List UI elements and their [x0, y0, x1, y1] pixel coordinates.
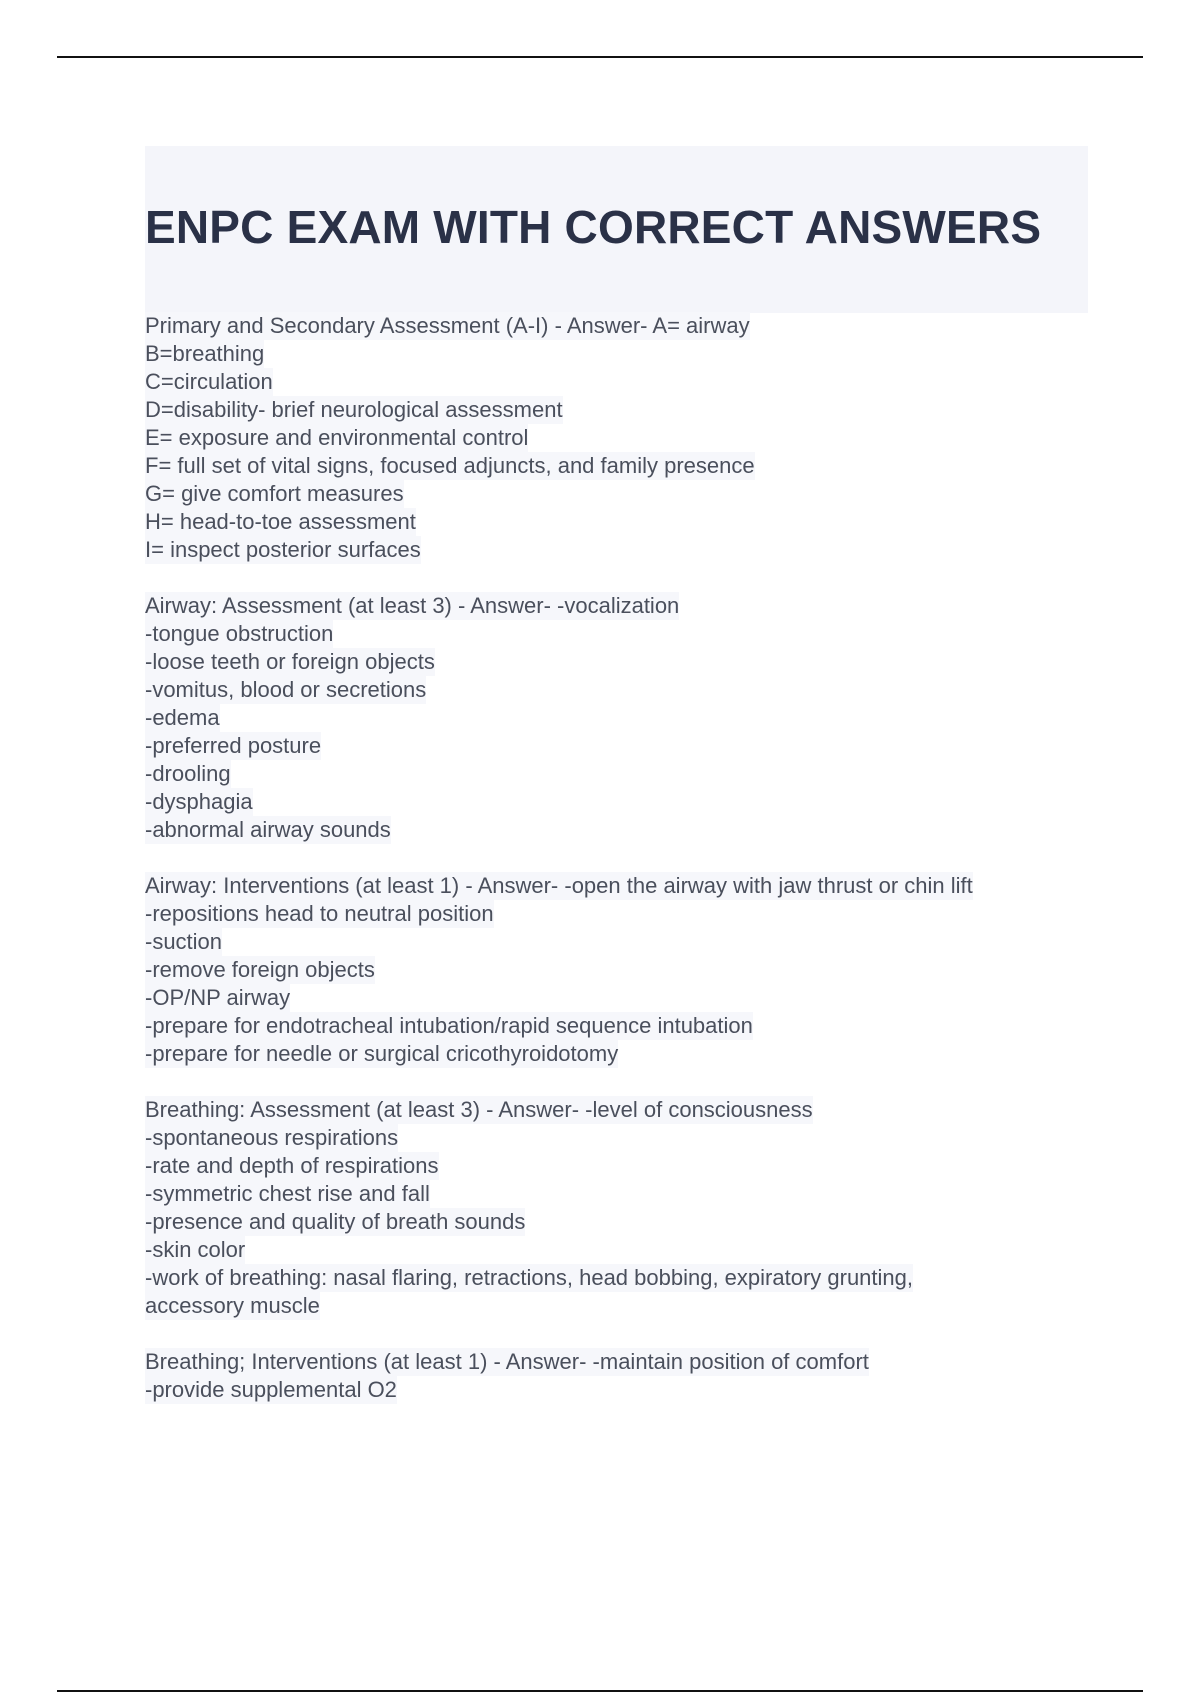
- text-line: -spontaneous respirations: [145, 1125, 399, 1150]
- qa-block-airway-interventions: [145, 872, 1105, 1068]
- text-line: -tongue obstruction: [145, 621, 334, 646]
- text-line: -vomitus, blood or secretions: [145, 677, 427, 702]
- text-line: -skin color: [145, 1237, 246, 1262]
- text-line: G= give comfort measures: [145, 481, 404, 506]
- text-line: Airway: Interventions (at least 1) - Answer- -open the airway with jaw thrust or chin lift: [145, 873, 973, 898]
- text-line: -loose teeth or foreign objects: [145, 649, 435, 674]
- text-line: -edema: [145, 705, 220, 730]
- text-line: F= full set of vital signs, focused adjuncts, and family presence: [145, 453, 755, 478]
- text-line: Breathing: Assessment (at least 3) - Answer- -level of consciousness: [145, 1097, 813, 1122]
- text-line: -work of breathing: nasal flaring, retractions, head bobbing, expiratory grunting,: [145, 1265, 913, 1290]
- document-body: [145, 312, 1105, 1432]
- text-line: -preferred posture: [145, 733, 322, 758]
- text-line: Breathing; Interventions (at least 1) - Answer- -maintain position of comfort: [145, 1349, 869, 1374]
- text-line: -presence and quality of breath sounds: [145, 1209, 526, 1234]
- text-line: -prepare for endotracheal intubation/rapid sequence intubation: [145, 1013, 753, 1038]
- text-line: E= exposure and environmental control: [145, 425, 529, 450]
- text-line: -OP/NP airway: [145, 985, 291, 1010]
- text-line: I= inspect posterior surfaces: [145, 537, 421, 562]
- bottom-rule: [57, 1690, 1143, 1692]
- text-line: -rate and depth of respirations: [145, 1153, 439, 1178]
- text-line: -prepare for needle or surgical cricothyroidotomy: [145, 1041, 619, 1066]
- text-line: accessory muscle: [145, 1293, 320, 1318]
- text-line: -suction: [145, 929, 223, 954]
- top-rule: [57, 56, 1143, 58]
- text-line: D=disability- brief neurological assessment: [145, 397, 563, 422]
- text-line: B=breathing: [145, 341, 265, 366]
- qa-block-breathing-interventions: [145, 1348, 1105, 1404]
- text-line: -abnormal airway sounds: [145, 817, 391, 842]
- text-line: Primary and Secondary Assessment (A-I) - Answer- A= airway: [145, 313, 750, 338]
- text-line: H= head-to-toe assessment: [145, 509, 416, 534]
- text-line: -remove foreign objects: [145, 957, 375, 982]
- text-line: C=circulation: [145, 369, 273, 394]
- text-line: Airway: Assessment (at least 3) - Answer- -vocalization: [145, 593, 680, 618]
- qa-block-breathing-assessment: [145, 1096, 1105, 1320]
- document-title: ENPC EXAM WITH CORRECT ANSWERS: [145, 201, 1042, 253]
- text-line: -dysphagia: [145, 789, 253, 814]
- text-line: -repositions head to neutral position: [145, 901, 494, 926]
- qa-block-airway-assessment: [145, 592, 1105, 844]
- text-line: -symmetric chest rise and fall: [145, 1181, 430, 1206]
- qa-block-primary-secondary-assessment: [145, 312, 1105, 564]
- text-line: -provide supplemental O2: [145, 1377, 397, 1402]
- text-line: -drooling: [145, 761, 231, 786]
